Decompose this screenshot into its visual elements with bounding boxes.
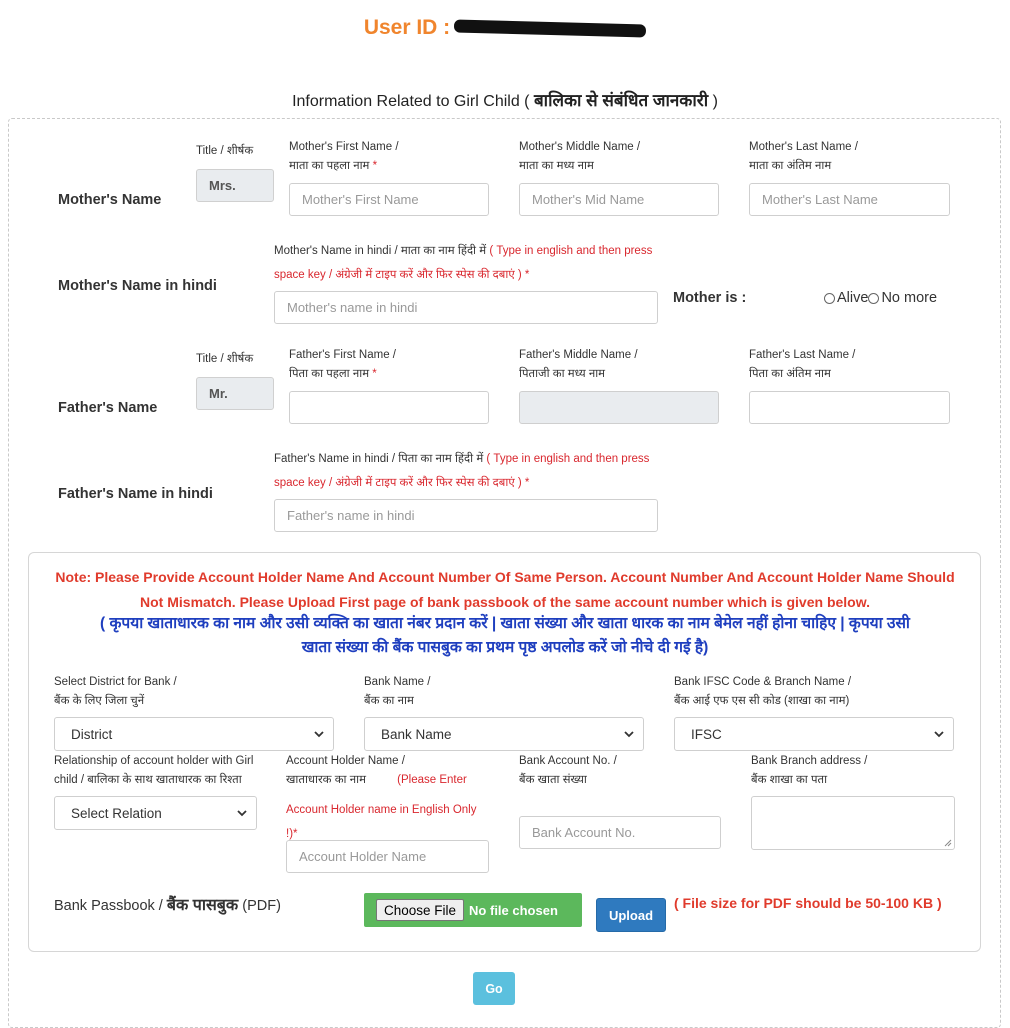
- alive-radio-label: Alive: [837, 290, 869, 306]
- father-title-label: Title / शीर्षक: [196, 353, 254, 365]
- relationship-select[interactable]: [54, 796, 257, 830]
- father-name-row-label: Father's Name: [58, 400, 158, 416]
- father-hindi-row-label: Father's Name in hindi: [58, 486, 213, 502]
- father-last-name-input[interactable]: [749, 391, 950, 424]
- mother-status-radio-group: [824, 290, 937, 306]
- chevron-down-icon: [933, 728, 945, 740]
- bank-name-select-value: Bank Name: [381, 726, 452, 742]
- upload-button[interactable]: Upload: [596, 898, 666, 932]
- father-first-name-label: Father's First Name / पिता का पहला नाम *: [289, 349, 396, 380]
- account-holder-label: Account Holder Name / खाताधारक का नाम (Please Enter: [286, 755, 467, 786]
- father-first-name-input[interactable]: [289, 391, 489, 424]
- section-title: [0, 88, 1010, 111]
- bank-note-hindi: ( कृपया खाताधारक का नाम और उसी व्यक्ति का खाता नंबर प्रदान करें | खाता संख्या और खाता धारक का नाम बेमेल नहीं होना चाहिए | कृपया उसी खाता संख्या की बैंक पासबुक का प्रथम पृष्ठ अपलोड करें जो नीचे दी गई है): [100, 615, 910, 656]
- resize-grip-icon[interactable]: [944, 839, 952, 847]
- mother-title-label: Title / शीर्षक: [196, 145, 254, 157]
- father-hindi-name-input[interactable]: Father's name in hindi: [274, 499, 658, 532]
- father-title-field[interactable]: Mr.: [196, 377, 274, 410]
- choose-file-button[interactable]: Choose File: [376, 899, 464, 921]
- section-title-hi: बालिका से संबंधित जानकारी: [533, 91, 709, 110]
- no-file-chosen-text: No file chosen: [469, 902, 558, 918]
- alive-radio[interactable]: [824, 293, 835, 304]
- mother-last-name-input[interactable]: Mother's Last Name: [749, 183, 950, 216]
- file-size-note: ( File size for PDF should be 50-100 KB ): [674, 895, 942, 911]
- bank-name-label: Bank Name / बैंक का नाम: [364, 676, 431, 707]
- mother-middle-name-input[interactable]: Mother's Mid Name: [519, 183, 719, 216]
- ifsc-label: Bank IFSC Code & Branch Name / बैंक आई एफ एस सी कोड (शाखा का नाम): [674, 676, 852, 707]
- father-hindi-label: Father's Name in hindi / पिता का नाम हिंदी में ( Type in english and then press space key / अंग्रेजी में टाइप करें और फिर स्पेस की दबाएं ) *: [274, 453, 650, 489]
- mother-title-field[interactable]: Mrs.: [196, 169, 274, 202]
- go-button[interactable]: Go: [473, 972, 515, 1005]
- bank-name-select[interactable]: [364, 717, 644, 751]
- relationship-select-value: Select Relation: [71, 805, 162, 821]
- father-last-name-label: Father's Last Name / पिता का अंतिम नाम: [749, 349, 856, 380]
- father-middle-name-label: Father's Middle Name / पिताजी का मध्य नाम: [519, 349, 638, 380]
- district-select-value: District: [71, 726, 113, 742]
- mother-hindi-label: Mother's Name in hindi / माता का नाम हिंदी में ( Type in english and then press space key / अंग्रेजी में टाइप करें और फिर स्पेस की दबाएं ) *: [274, 245, 653, 281]
- mother-first-name-label: Mother's First Name / माता का पहला नाम *: [289, 141, 399, 172]
- passbook-label: Bank Passbook / बैंक पासबुक (PDF): [54, 897, 281, 914]
- mother-last-name-label: Mother's Last Name / माता का अंतिम नाम: [749, 141, 858, 172]
- father-middle-name-input[interactable]: [519, 391, 719, 424]
- district-select[interactable]: [54, 717, 334, 751]
- branch-address-label: Bank Branch address / बैंक शाखा का पता: [751, 755, 868, 786]
- mother-hindi-row-label: Mother's Name in hindi: [58, 278, 217, 294]
- section-title-close: ): [712, 93, 718, 110]
- bank-note-english: Note: Please Provide Account Holder Name And Account Number Of Same Person. Account Number And Account Holder Name Should Not Mismatch. Please Upload First page of bank passbook of the same account number which is given below.: [55, 569, 955, 610]
- branch-address-textarea[interactable]: [751, 796, 955, 850]
- ifsc-select-value: IFSC: [691, 726, 722, 742]
- mother-status-label: Mother is :: [673, 290, 747, 306]
- bank-account-number-input[interactable]: Bank Account No.: [519, 816, 721, 849]
- chevron-down-icon: [623, 728, 635, 740]
- account-holder-name-input[interactable]: Account Holder Name: [286, 840, 489, 873]
- mother-hindi-name-input[interactable]: Mother's name in hindi: [274, 291, 658, 324]
- user-id-label: User ID :: [363, 16, 451, 39]
- bank-account-label: Bank Account No. / बैंक खाता संख्या: [519, 755, 617, 786]
- section-title-en: Information Related to Girl Child (: [292, 93, 530, 110]
- no-more-radio[interactable]: [868, 293, 879, 304]
- mother-middle-name-label: Mother's Middle Name / माता का मध्य नाम: [519, 141, 641, 172]
- redacted-user-id: [454, 19, 646, 37]
- mother-first-name-input[interactable]: Mother's First Name: [289, 183, 489, 216]
- district-label: Select District for Bank / बैंक के लिए जिला चुनें: [54, 676, 177, 707]
- passbook-file-input[interactable]: [364, 893, 582, 927]
- relationship-label: Relationship of account holder with Girl child / बालिका के साथ खाताधारक का रिश्ता: [54, 755, 254, 786]
- chevron-down-icon: [313, 728, 325, 740]
- no-more-radio-label: No more: [881, 290, 938, 306]
- ifsc-select[interactable]: [674, 717, 954, 751]
- user-id-heading: [0, 16, 1010, 40]
- mother-name-row-label: Mother's Name: [58, 192, 162, 208]
- account-holder-note: Account Holder name in English Only !)*: [286, 804, 477, 840]
- chevron-down-icon: [236, 807, 248, 819]
